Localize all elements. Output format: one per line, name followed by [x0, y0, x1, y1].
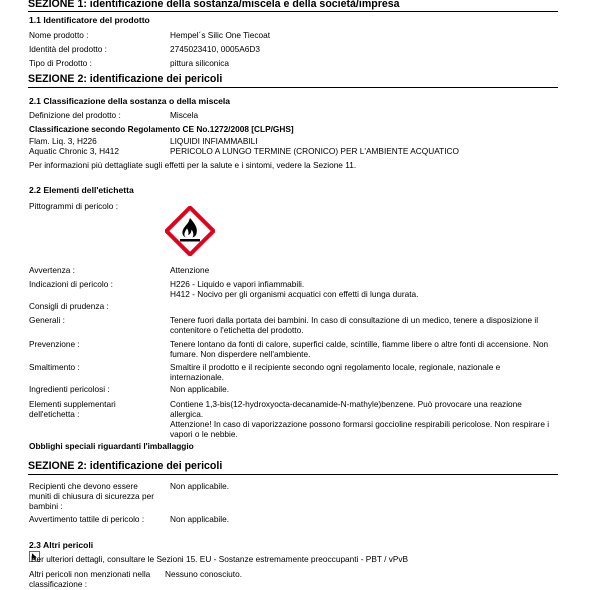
general-text: Tenere fuori dalla portata dei bambini. In caso di consultazione di un medico, tenere a disposizione il	[170, 315, 539, 325]
disposal-text: Smaltire il prodotto e il recipiente secondo ogni regolamento locale, regionale, nazionale e	[170, 362, 501, 372]
class-code: Flam. Liq. 3, H226	[29, 136, 97, 146]
section1-rule	[28, 11, 558, 12]
child-closure-label: bambini :	[29, 501, 63, 511]
health-info-note: Per informazioni più dettagliate sugli effetti per la salute e i sintomi, vedere la Sezione 11.	[29, 160, 357, 170]
label-elements-heading: 2.2 Elementi dell'etichetta	[29, 185, 134, 195]
class-desc: LIQUIDI INFIAMMABILI	[170, 136, 258, 146]
other-hazards-info: Per ulteriori dettagli, consultare le Sezioni 15. EU - Sostanze estremamente preoccupanti - PBT / vPvB	[31, 554, 409, 564]
general-text: contenitore o l'etichetta del prodotto.	[170, 325, 304, 335]
child-closure-label: muniti di chiusura di sicurezza per	[29, 491, 154, 501]
other-hazards-value: Nessuno conosciuto.	[165, 569, 243, 579]
class-desc: PERICOLO A LUNGO TERMINE (CRONICO) PER L'AMBIENTE ACQUATICO	[170, 146, 459, 156]
hazard-statements-label: Indicazioni di pericolo :	[29, 279, 113, 289]
product-name-value: Hempel´s Silic One Tiecoat	[170, 30, 271, 40]
section2-rule-repeat	[28, 474, 558, 475]
tactile-warning-value: Non applicabile.	[170, 514, 230, 524]
product-definition-label: Definizione del prodotto :	[29, 110, 121, 120]
prevention-text: fumare. Non disperdere nell'ambiente.	[170, 349, 311, 359]
product-identifier-heading: 1.1 Identificatore del prodotto	[29, 15, 150, 25]
product-identity-label: Identità del prodotto :	[29, 44, 107, 54]
warning-label: Avvertenza :	[29, 265, 75, 275]
general-label: Generali :	[29, 315, 65, 325]
section2-rule	[28, 87, 558, 88]
product-type-value: pittura siliconica	[170, 58, 230, 68]
child-closure-value: Non applicabile.	[170, 481, 230, 491]
other-hazards-label: classificazione :	[29, 579, 88, 589]
disposal-text: internazionale.	[170, 372, 224, 382]
supplementary-text: Attenzione! In caso di vaporizzazione possono formarsi goccioline respirabili pericolose. Non respirare i	[170, 419, 550, 429]
section2-title: SEZIONE 2: identificazione dei pericoli	[28, 73, 223, 85]
hazardous-ingredients-label: Ingredienti pericolosi :	[29, 384, 110, 394]
supplementary-label: Elementi supplementari	[29, 399, 116, 409]
product-name-label: Nome prodotto :	[29, 30, 89, 40]
section1-title: SEZIONE 1: identificazione della sostanza/miscela e della società/impresa	[28, 0, 400, 10]
other-hazards-heading: 2.3 Altri pericoli	[29, 540, 94, 550]
hazard-statement: H226 - Liquido e vapori infiammabili.	[170, 279, 305, 289]
flame-ghs02-icon	[165, 206, 215, 256]
supplementary-text: allergica.	[170, 409, 204, 419]
precautionary-label: Consigli di prudenza :	[29, 301, 109, 311]
section2-title-repeat: SEZIONE 2: identificazione dei pericoli	[28, 460, 223, 472]
product-definition-value: Miscela	[170, 110, 199, 120]
supplementary-text: vapori o le nebbie.	[170, 429, 238, 439]
supplementary-label: dell'etichetta :	[29, 409, 80, 419]
disposal-label: Smaltimento :	[29, 362, 80, 372]
classification-heading: 2.1 Classificazione della sostanza o della miscela	[29, 96, 231, 106]
prevention-label: Prevenzione :	[29, 339, 80, 349]
other-hazards-label: Altri pericoli non menzionati nella	[29, 569, 151, 579]
regulation-heading: Classificazione secondo Regolamento CE No.1272/2008 [CLP/GHS]	[29, 124, 294, 134]
tactile-warning-label: Avvertimento tattile di pericolo :	[29, 514, 145, 524]
packaging-heading: Obblighi speciali riguardanti l'imballaggio	[29, 441, 194, 451]
product-identity-value: 2745023410, 0005A6D3	[170, 44, 260, 54]
class-code: Aquatic Chronic 3, H412	[29, 146, 119, 156]
hazardous-ingredients-value: Non applicabile.	[170, 384, 230, 394]
hazard-statement: H412 - Nocivo per gli organismi acquatici con effetti di lunga durata.	[170, 289, 419, 299]
child-closure-label: Recipienti che devono essere	[29, 481, 138, 491]
product-type-label: Tipo di Prodotto :	[29, 58, 92, 68]
pictogram-label: Pittogrammi di pericolo :	[29, 201, 118, 211]
warning-value: Attenzione	[170, 265, 210, 275]
prevention-text: Tenere lontano da fonti di calore, superfici calde, scintille, fiamme libere o altre fonti di accensione. Non	[170, 339, 549, 349]
supplementary-text: Contiene 1,3-bis(12-hydroxyocta-decanamide-N-mathyle)benzene. Può provocare una reazione	[170, 399, 522, 409]
